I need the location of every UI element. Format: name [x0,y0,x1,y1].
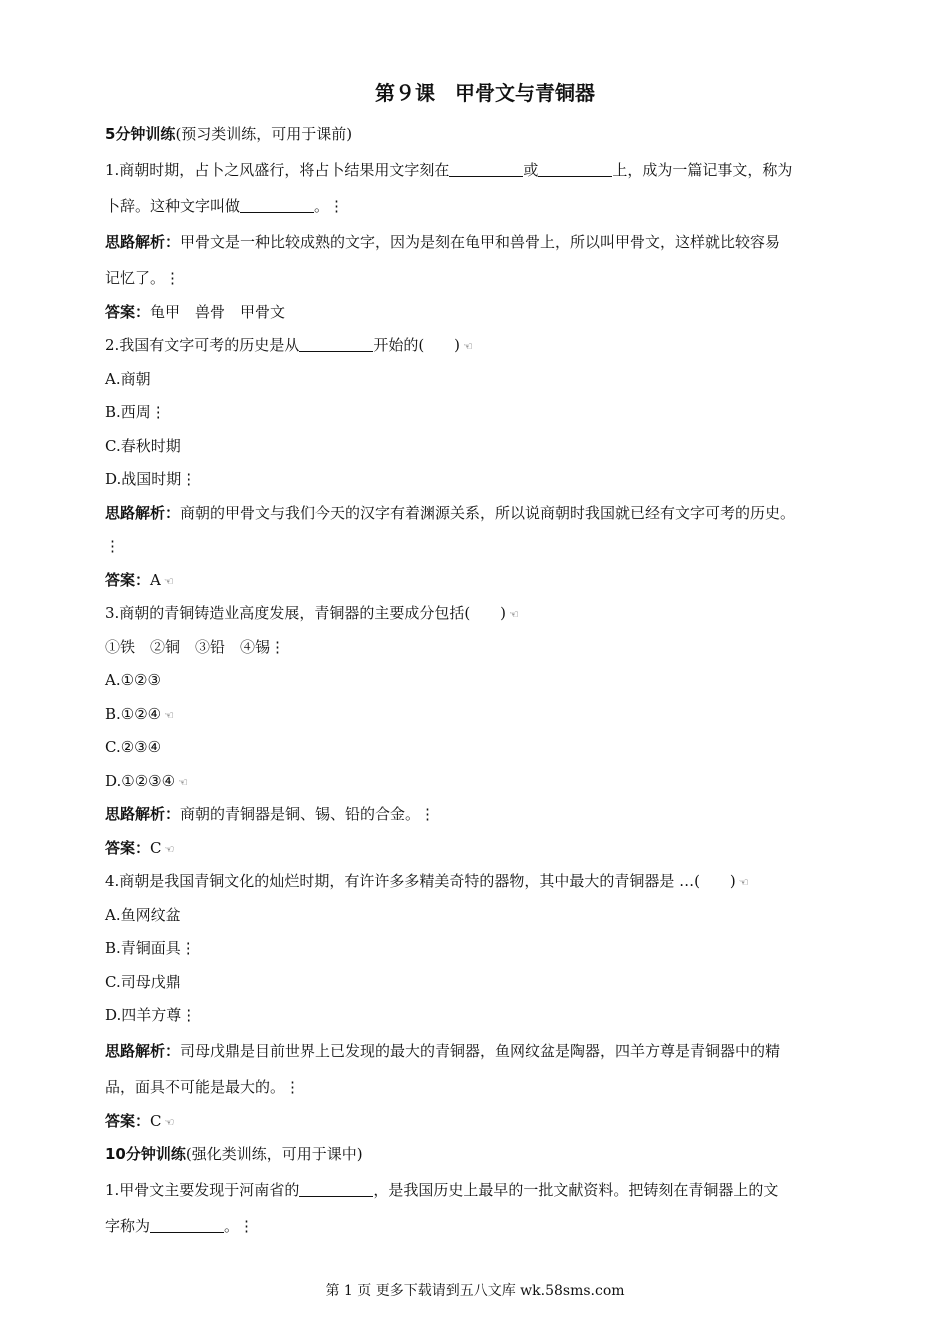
question-text: 。⋮ [224,1216,255,1235]
question-text: 2.我国有文字可考的历史是从 [105,336,300,354]
section-heading-note: (强化类训练，可用于课中) [185,1145,363,1163]
answer-2 [105,564,865,598]
analysis-3 [105,798,865,832]
section-heading-label: 5分钟训练 [105,125,176,143]
hand-icon: ☜ [164,842,175,856]
analysis-4-cont [105,1069,865,1105]
question-1-line-1 [105,152,865,188]
answer-label: 答案： [105,838,151,857]
question-text: 卜辞。这种文字叫做 [105,196,241,215]
answer-1 [105,296,865,330]
analysis-text: ⋮ [105,537,120,555]
question-text: 字称为 [105,1216,151,1235]
answer-label: 答案： [105,302,151,321]
section-heading-1 [105,118,865,152]
option-a[interactable]: A.鱼网纹盆 [105,905,181,924]
blank[interactable] [299,333,373,352]
section-heading-2 [105,1138,865,1172]
analysis-label: 思路解析： [105,805,181,823]
hand-icon: ☜ [738,876,749,889]
question-text: 上，成为一篇记事文，称为 [612,160,793,179]
hand-icon: ☜ [163,574,174,588]
answer-label: 答案： [105,1111,151,1130]
analysis-label: 思路解析： [105,1041,181,1060]
analysis-text: 品，面具不可能是最大的。⋮ [105,1077,301,1096]
question-text: ，是我国历史上最早的一批文献资料。把铸刻在青铜器上的文 [373,1180,779,1199]
question-4 [105,865,865,899]
analysis-label: 思路解析： [105,232,181,251]
question-5-line-1 [105,1172,865,1208]
answer-text: 龟甲 兽骨 甲骨文 [150,302,286,321]
hand-icon: ☜ [164,1115,175,1129]
analysis-label: 思路解析： [105,503,181,522]
analysis-1-cont [105,260,865,296]
question-5-line-2 [105,1208,865,1244]
option-b[interactable] [105,698,865,732]
hand-icon: ☜ [178,775,188,789]
analysis-2-cont [105,530,865,564]
option-c[interactable]: C.司母戊鼎 [105,972,181,991]
analysis-4 [105,1033,865,1069]
analysis-text: 司母戊鼎是目前世界上已发现的最大的青铜器，鱼网纹盆是陶器，四羊方尊是青铜器中的精 [180,1041,781,1060]
hand-icon: ☜ [463,340,473,353]
answer-3 [105,832,865,866]
answer-4 [105,1105,865,1139]
question-text: 。⋮ [314,196,345,215]
question-3 [105,597,865,631]
option-b[interactable]: B.青铜面具⋮ [105,939,196,957]
analysis-text: 商朝的青铜器是铜、锡、铅的合金。⋮ [180,805,436,823]
blank[interactable] [299,1178,373,1197]
page-footer: 第 1 页 更多下载请到五八文库 wk.58sms.com [325,1283,625,1299]
document-page [105,78,865,1244]
hand-icon: ☜ [509,608,519,621]
question-text: 1.商朝时期，占卜之风盛行，将占卜结果用文字刻在 [105,160,450,179]
analysis-text: 记忆了。⋮ [105,268,181,287]
blank[interactable] [240,194,314,213]
answer-text: A [150,570,161,589]
option-a[interactable]: A.商朝 [105,369,151,388]
analysis-text: 甲骨文是一种比较成熟的文字，因为是刻在龟甲和兽骨上，所以叫甲骨文，这样就比较容易 [180,232,781,251]
blank[interactable] [150,1214,224,1233]
option-text: D.①②③④ [105,771,176,790]
hand-icon: ☜ [164,708,175,722]
blank[interactable] [449,158,523,177]
page-title: 第９课 甲骨文与青铜器 [375,81,595,105]
question-text: 1.甲骨文主要发现于河南省的 [105,1180,300,1199]
analysis-text: 商朝的甲骨文与我们今天的汉字有着渊源关系，所以说商朝时我国就已经有文字可考的历史。 [180,503,796,522]
option-a[interactable]: A.①②③ [105,671,161,689]
option-text: B.①②④ [105,704,162,723]
question-3-items: ①铁 ②铜 ③铅 ④锡⋮ [105,637,286,656]
question-text: 4.商朝是我国青铜文化的灿烂时期，有许许多多精美奇特的器物，其中最大的青铜器是 …( ) [105,872,736,890]
question-text: 或 [523,160,539,179]
section-heading-note: (预习类训练，可用于课前) [175,125,353,143]
option-d[interactable]: D.战国时期⋮ [105,470,197,488]
answer-label: 答案： [105,570,151,589]
question-1-line-2 [105,188,865,224]
answer-text: C [150,838,162,857]
option-d[interactable]: D.四羊方尊⋮ [105,1006,197,1024]
option-b[interactable]: B.西周⋮ [105,403,166,421]
question-text: 开始的( ) [373,336,461,354]
question-text: 3.商朝的青铜铸造业高度发展，青铜器的主要成分包括( ) [105,604,507,622]
option-c[interactable]: C.②③④ [105,738,162,756]
option-d[interactable] [105,765,865,799]
analysis-2 [105,497,865,531]
blank[interactable] [538,158,612,177]
option-c[interactable]: C.春秋时期 [105,436,181,455]
section-heading-label: 10分钟训练 [105,1145,186,1163]
answer-text: C [150,1111,162,1130]
analysis-1 [105,224,865,260]
question-2 [105,329,865,363]
